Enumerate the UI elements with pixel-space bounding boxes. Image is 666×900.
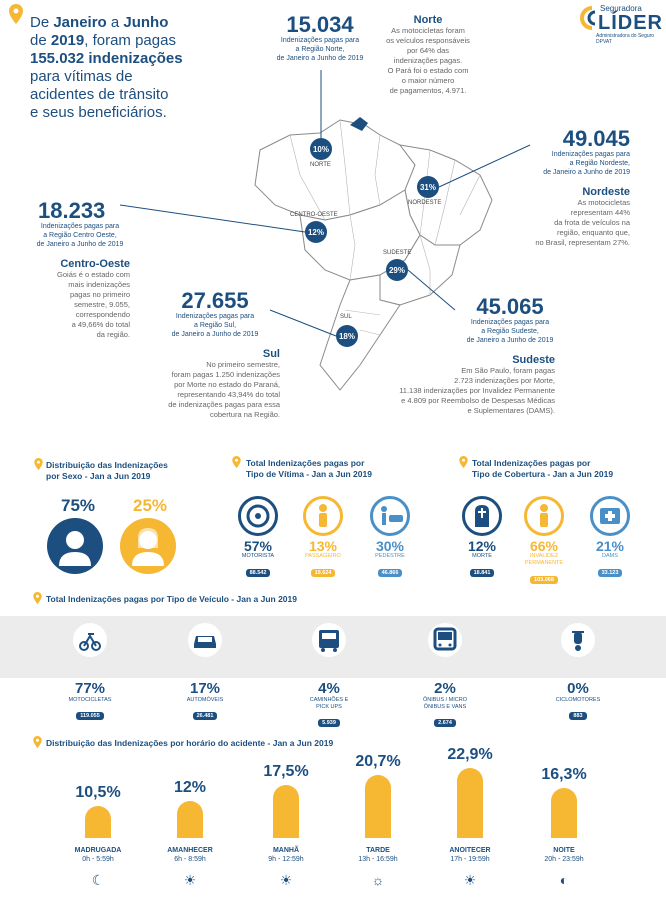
- motorista-label: MOTORISTA: [241, 553, 275, 559]
- sul-text-3: representando 43,94% do total: [177, 390, 280, 399]
- location-pin-icon: [459, 456, 468, 468]
- motorista-pct: 57%: [243, 538, 273, 554]
- norte-text-0: As motocicletas foram: [391, 26, 465, 35]
- nordeste-text-2: da frota de veículos na: [554, 218, 630, 227]
- nordeste-info: Nordeste As motocicletas representam 44% da frota de veículos na região, enquanto que, no Brasil, representam 27%.: [510, 186, 630, 248]
- morte-label: MORTE: [472, 553, 492, 559]
- invalidez-pct: 66%: [529, 538, 559, 554]
- dams-count: 33.123: [580, 561, 640, 579]
- hour-name: MANHÃ: [272, 847, 300, 854]
- nordeste-stats: 49.045 Indenizações pagas para a Região Nordeste, de Janeiro a Junho de 2019: [543, 126, 630, 176]
- centro-text-0: Goiás é o estado com: [57, 270, 130, 279]
- hour-name: ANOITECER: [449, 847, 491, 854]
- hour-name: TARDE: [366, 847, 390, 854]
- female-pct: 25%: [132, 496, 168, 515]
- centro-oeste-info: Centro-Oeste Goiás é o estado com mais indenizações pagas no primeiro semestre, 9.055, correspondendo a 49,66% do total da região.: [30, 258, 130, 340]
- onibus-stat: 2% ÔNIBUS / MICRO ÔNIBUS E VANS 2.674: [422, 680, 467, 726]
- hour-bar: [85, 806, 111, 838]
- nordeste-text-4: no Brasil, representam 27%.: [535, 238, 630, 247]
- male-icon: [47, 518, 103, 574]
- norte-text-3: indenizações pagas.: [393, 56, 463, 65]
- motorista-count: 88.542: [228, 561, 288, 579]
- nordeste-text-3: região, enquanto que,: [557, 228, 630, 237]
- norte-text-2: por 64% das: [406, 46, 450, 55]
- morte-count: 18.841: [452, 561, 512, 579]
- hour-name: NOITE: [553, 847, 575, 854]
- bus-icon: [427, 622, 463, 658]
- hour-range: 20h - 23:59h: [544, 856, 584, 863]
- sudeste-text-3: e 4.809 por Reembolso de Despesas Médicas: [401, 396, 555, 405]
- centro-text-5: a 49,66% do total: [71, 320, 130, 329]
- veiculo-title: Total Indenizações pagas por Tipo de Veículo - Jan a Jun 2019: [46, 594, 297, 604]
- centro-text-6: da região.: [96, 330, 130, 339]
- sunrise-icon: ☀: [183, 872, 197, 888]
- hour-bar: [177, 801, 203, 838]
- sun-icon: ☼: [371, 872, 385, 888]
- sul-map-label: SUL: [340, 314, 352, 320]
- passageiro-icon: [303, 496, 343, 536]
- norte-stats: 15.034 Indenizações pagas para a Região Norte, de Janeiro a Junho de 2019: [276, 12, 364, 62]
- passageiro-pct: 13%: [308, 538, 338, 554]
- nordeste-badge: 31%: [417, 176, 439, 198]
- automoveis-stat: 17% AUTOMÓVEIS 26.481: [186, 680, 224, 719]
- hour-name: AMANHECER: [167, 847, 213, 854]
- sul-text-1: foram pagas 1.250 indenizações: [171, 370, 280, 379]
- passageiro-count: 19.624: [293, 561, 353, 579]
- motocicletas-stat: 77% MOTOCICLETAS 119.055: [68, 680, 112, 719]
- hour-bar: [457, 768, 483, 838]
- ciclomotores-stat: 0% CICLOMOTORES 883: [555, 680, 601, 719]
- invalidez-label: INVALIDEZ PERMANENTE: [524, 553, 564, 566]
- sul-info: Sul No primeiro semestre, foram pagas 1.250 indenizações por Morte no estado do Paraná, representando 43,94% do total de indenizações pagas para essa cobertura na Região.: [140, 348, 280, 420]
- norte-badge: 10%: [310, 138, 332, 160]
- invalidez-count: 103.068: [514, 568, 574, 586]
- norte-info: Norte As motocicletas foram os veículos responsáveis por 64% das indenizações pagas. O Pará foi o estado com o maior número de pagamentos, 4.971.: [378, 14, 478, 96]
- horario-title: Distribuição das Indenizações por horário do acidente - Jan a Jun 2019: [46, 738, 334, 748]
- pedestre-pct: 30%: [375, 538, 405, 554]
- vitima-title: Total Indenizações pagas por Tipo de Vítima - Jan a Jun 2019: [246, 458, 372, 479]
- norte-text-1: os veículos responsáveis: [386, 36, 470, 45]
- sunset-icon: ☀: [463, 872, 477, 888]
- centro-text-4: correspondendo: [75, 310, 130, 319]
- dams-icon: [590, 496, 630, 536]
- pedestre-count: 46.866: [360, 561, 420, 579]
- centro-text-1: mais indenizações: [68, 280, 130, 289]
- norte-text-5: o maior número: [401, 76, 455, 85]
- centro-oeste-stats: 18.233 Indenizações pagas para a Região Centro Oeste, de Janeiro a Junho de 2019: [36, 198, 124, 248]
- sul-text-2: por Morte no estado do Paraná,: [174, 380, 280, 389]
- motorcycle-icon: [72, 622, 108, 658]
- sun-up-icon: ☀: [279, 872, 293, 888]
- dams-label: DAMS: [602, 553, 618, 559]
- centro-oeste-map-label: CENTRO-OESTE: [290, 212, 338, 218]
- sul-text-5: cobertura na Região.: [209, 410, 280, 419]
- hour-range: 0h - 5:59h: [82, 856, 114, 863]
- car-icon: [187, 622, 223, 658]
- location-pin-icon: [232, 456, 241, 468]
- location-pin-icon: [33, 736, 42, 748]
- sudeste-text-2: 11.138 indenizações por Invalidez Permanente: [399, 386, 555, 395]
- sudeste-text-1: 2.723 indenizações por Morte,: [454, 376, 555, 385]
- sul-text-4: de indenizações pagas para essa: [168, 400, 280, 409]
- norte-text-6: de pagamentos, 4.971.: [389, 86, 467, 95]
- half-moon-icon: ◐: [559, 872, 569, 888]
- nordeste-map-label: NORDESTE: [408, 200, 442, 206]
- male-pct: 75%: [60, 496, 96, 515]
- hour-pct: 17,5%: [263, 763, 309, 780]
- norte-text-4: O Pará foi o estado com: [387, 66, 469, 75]
- hour-bar: [273, 785, 299, 838]
- headline: De Janeiro a Junho de 2019, foram pagas 155.032 indenizações para vítimas de acidentes de trânsito e seus beneficiários.: [30, 14, 183, 121]
- hour-range: 9h - 12:59h: [268, 856, 304, 863]
- cobertura-title: Total Indenizações pagas por Tipo de Cobertura - Jan a Jun 2019: [472, 458, 614, 479]
- truck-icon: [311, 622, 347, 658]
- hour-pct: 20,7%: [355, 753, 401, 770]
- moped-icon: [560, 622, 596, 658]
- centro-text-3: semestre, 9.055,: [74, 300, 130, 309]
- location-pin-icon: [33, 592, 42, 604]
- location-pin-icon: [34, 458, 43, 470]
- hour-range: 13h - 16:59h: [358, 856, 398, 863]
- nordeste-text-1: representam 44%: [570, 208, 630, 217]
- sudeste-text-0: Em São Paulo, foram pagas: [461, 366, 555, 375]
- pedestre-icon: [370, 496, 410, 536]
- logo-name: LÍDER: [598, 12, 663, 34]
- hour-name: MADRUGADA: [74, 847, 122, 854]
- dams-pct: 21%: [595, 538, 625, 554]
- centro-text-2: pagas no primeiro: [69, 290, 130, 299]
- caminhoes-stat: 4% CAMINHÕES E PICK UPS 5.939: [309, 680, 349, 726]
- morte-icon: [462, 496, 502, 536]
- hour-pct: 22,9%: [447, 746, 493, 763]
- sudeste-text-4: e Suplementares (DAMS).: [467, 406, 555, 415]
- sexo-title: Distribuição das Indenizações por Sexo - Jan a Jun 2019: [46, 460, 168, 481]
- passageiro-label: PASSAGEIRO: [305, 553, 341, 559]
- hour-range: 17h - 19:59h: [450, 856, 490, 863]
- moon-icon: ☾: [91, 872, 105, 888]
- sudeste-stats: 45.065 Indenizações pagas para a Região Sudeste, de Janeiro a Junho de 2019: [466, 294, 554, 344]
- norte-map-label: NORTE: [310, 162, 331, 168]
- sul-text-0: No primeiro semestre,: [206, 360, 280, 369]
- invalidez-icon: [524, 496, 564, 536]
- sul-stats: 27.655 Indenizações pagas para a Região Sul, de Janeiro a Junho de 2019: [171, 288, 259, 338]
- motorista-icon: [238, 496, 278, 536]
- logo-top: Seguradora: [600, 4, 642, 13]
- nordeste-text-0: As motocicletas: [577, 198, 630, 207]
- female-icon: [120, 518, 176, 574]
- sudeste-info: Sudeste Em São Paulo, foram pagas 2.723 indenizações por Morte, 11.138 indenizações por Invalidez Permanente e 4.809 por Reembolso de Despesas Médicas e Suplementares (DAMS).: [390, 354, 555, 416]
- logo-subtitle: Administradora do Seguro DPVAT: [596, 33, 655, 45]
- morte-pct: 12%: [467, 538, 497, 554]
- hour-range: 6h - 8:59h: [174, 856, 206, 863]
- sudeste-badge: 29%: [386, 259, 408, 281]
- sul-badge: 18%: [336, 325, 358, 347]
- centro-oeste-badge: 12%: [305, 221, 327, 243]
- hour-pct: 10,5%: [75, 784, 121, 801]
- hour-bar: [365, 775, 391, 838]
- sudeste-map-label: SUDESTE: [383, 250, 412, 256]
- pedestre-label: PEDESTRE: [375, 553, 405, 559]
- hour-bar: [551, 788, 577, 838]
- hour-pct: 16,3%: [541, 766, 587, 783]
- hour-pct: 12%: [173, 779, 207, 796]
